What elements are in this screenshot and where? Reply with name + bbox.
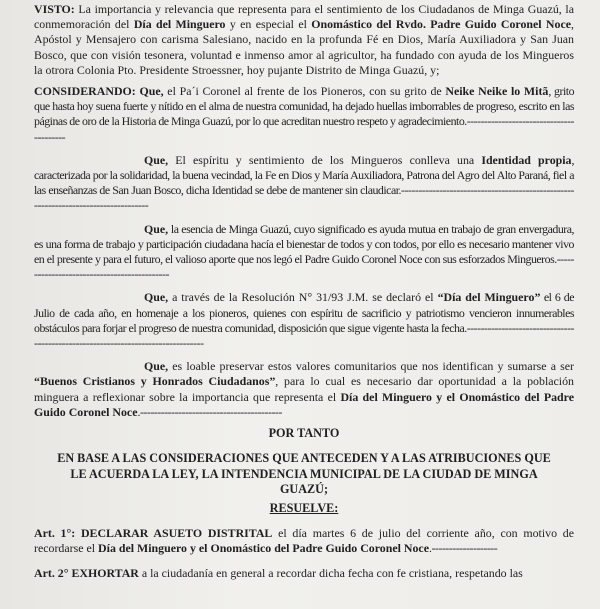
- que-identidad-text-2: , caracterizada por la solidaridad, la buena vecindad, la Fe en Dios y María Auxiliadora, Patrona del Agro del Alto Paraná, fiel a las enseñanzas de San Juan Bosco, dicha Identidad se debe de mantener sin claudicar.-----------------------------------------------------------------------------------: [34, 152, 574, 213]
- considerando-bold-grito: Neike Neike lo Mitã: [445, 84, 549, 99]
- article-2-label: Art. 2°: [34, 566, 69, 581]
- visto-text-1: La importancia y relevancia que representa para el sentimiento de los Ciudadanos de Minga Guazú, la conmemoración del: [34, 2, 574, 32]
- por-tanto-heading: POR TANTO: [268, 426, 340, 441]
- que-resolucion-bold: “Día del Minguero”: [437, 290, 541, 305]
- que-identidad-paragraph: [34, 153, 574, 214]
- que-esencia-paragraph: [34, 222, 574, 283]
- visto-bold-onomastico: Onomástico del Rvdo. Padre Guido Coronel Noce: [311, 17, 572, 32]
- que-label: Que,: [144, 221, 169, 236]
- que-resolucion-text-1: a través de la Resolución N° 31/93 J.M. se declaró el: [168, 290, 438, 305]
- que-loable-bold-1: “Buenos Cristianos y Honrados Ciudadanos”: [34, 374, 276, 389]
- que-resolucion-paragraph: [34, 290, 574, 351]
- que-loable-text-2: , para lo cual es necesario dar oportunidad a la población minguera a reflexionar sobre la importancia que representa el: [34, 374, 574, 404]
- article-1-text-1: el día martes 6 de julio del corriente año, con motivo de recordarse el: [34, 525, 574, 556]
- resuelve-heading: RESUELVE:: [269, 500, 339, 515]
- que-loable-bold-2: Día del Minguero y el Onomástico del Padre Guido Coronel Noce: [34, 389, 574, 419]
- visto-text-3: , Apóstol y Mensajero con carisma Salesiano, nacido en la profunda Fé en Dios, María Auxiliadora y San Juan Bosco, que con visión tesonera, voluntad e inmenso amor al agricultor, ha fundado con ayuda de los Mingueros la otrora Colonia Pto. Presidente Stroessner, hoy pujante Distrito de Minga Guazú, y;: [34, 17, 575, 77]
- considerando-text-1: el Pa´i Coronel al frente de los Pioneros, con su grito de: [163, 84, 446, 99]
- article-2-bold-1: EXHORTAR: [68, 566, 139, 581]
- article-1-text-2: .-------------------: [429, 541, 498, 556]
- considerando-paragraph: [34, 84, 574, 145]
- que-loable-text-1: es loable preservar estos valores comunitarios que nos identifican y sumarse a ser: [168, 359, 574, 374]
- article-1: [34, 526, 574, 556]
- que-label: Que,: [144, 152, 169, 167]
- article-1-label: Art. 1°:: [34, 525, 76, 540]
- en-base-heading: EN BASE A LAS CONSIDERACIONES QUE ANTECEDEN Y A LAS ATRIBUCIONES QUE LE ACUERDA LA LEY, LA INTENDENCIA MUNICIPAL DE LA CIUDAD DE MINGA GUAZÚ;: [57, 451, 551, 497]
- que-identidad-text-1: El espíritu y sentimiento de los Mingueros conlleva una: [168, 152, 482, 167]
- que-esencia-text: la esencia de Minga Guazú, cuyo significado es ayuda mutua en trabajo de gran envergadura, es una forma de trabajo y participación ciudadana hacía el bienestar de todos y con todos, por ello es necesario mantener vivo en el presente y para el futuro, el valioso aporte que nos legó el Padre Guido Coronel Noce con sus esforzados Mingueros.--------------------------------------------: [34, 221, 574, 282]
- article-2: [34, 566, 574, 581]
- visto-bold-dia-minguero: Día del Minguero: [133, 17, 226, 32]
- que-loable-text-3: .-----------------------------------------: [137, 404, 282, 419]
- article-1-bold-1: DECLARAR ASUETO DISTRITAL: [75, 525, 273, 540]
- visto-paragraph: [34, 2, 574, 78]
- article-2-text-1: a la ciudadanía en general a recordar dicha fecha con fe cristiana, respetando las: [138, 566, 523, 581]
- que-loable-paragraph: [34, 359, 574, 420]
- considerando-que: : Que,: [131, 84, 164, 99]
- article-1-bold-2: Día del Minguero y el Onomástico del Padre Guido Coronel Noce: [98, 541, 429, 556]
- que-identidad-bold: Identidad propia: [481, 152, 572, 167]
- que-label: Que,: [144, 290, 169, 305]
- visto-label: VISTO:: [34, 2, 75, 16]
- que-label: Que,: [144, 359, 169, 374]
- considerando-label: CONSIDERANDO: [34, 84, 132, 99]
- considerando-text-2: , grito que hasta hoy suena fuerte y nítido en el alma de nuestra comunidad, ha dejado huellas imborrables de progreso, escrito en las páginas de oro de la Historia de Minga Guazú, por lo que acreditan nuestro respeto y agradecimiento.----------------------------------------: [34, 84, 575, 144]
- que-resolucion-text-2: el 6 de Julio de cada año, en homenaje a los pioneros, quienes con espíritu de sacrificio y patriotismo vencieron innumerables obstáculos para forjar el progreso de nuestra comunidad, disposición que sigue vigente hasta la fecha.--------------------------------------------------------------------------------: [34, 290, 574, 351]
- visto-text-2: y en especial el: [225, 17, 312, 32]
